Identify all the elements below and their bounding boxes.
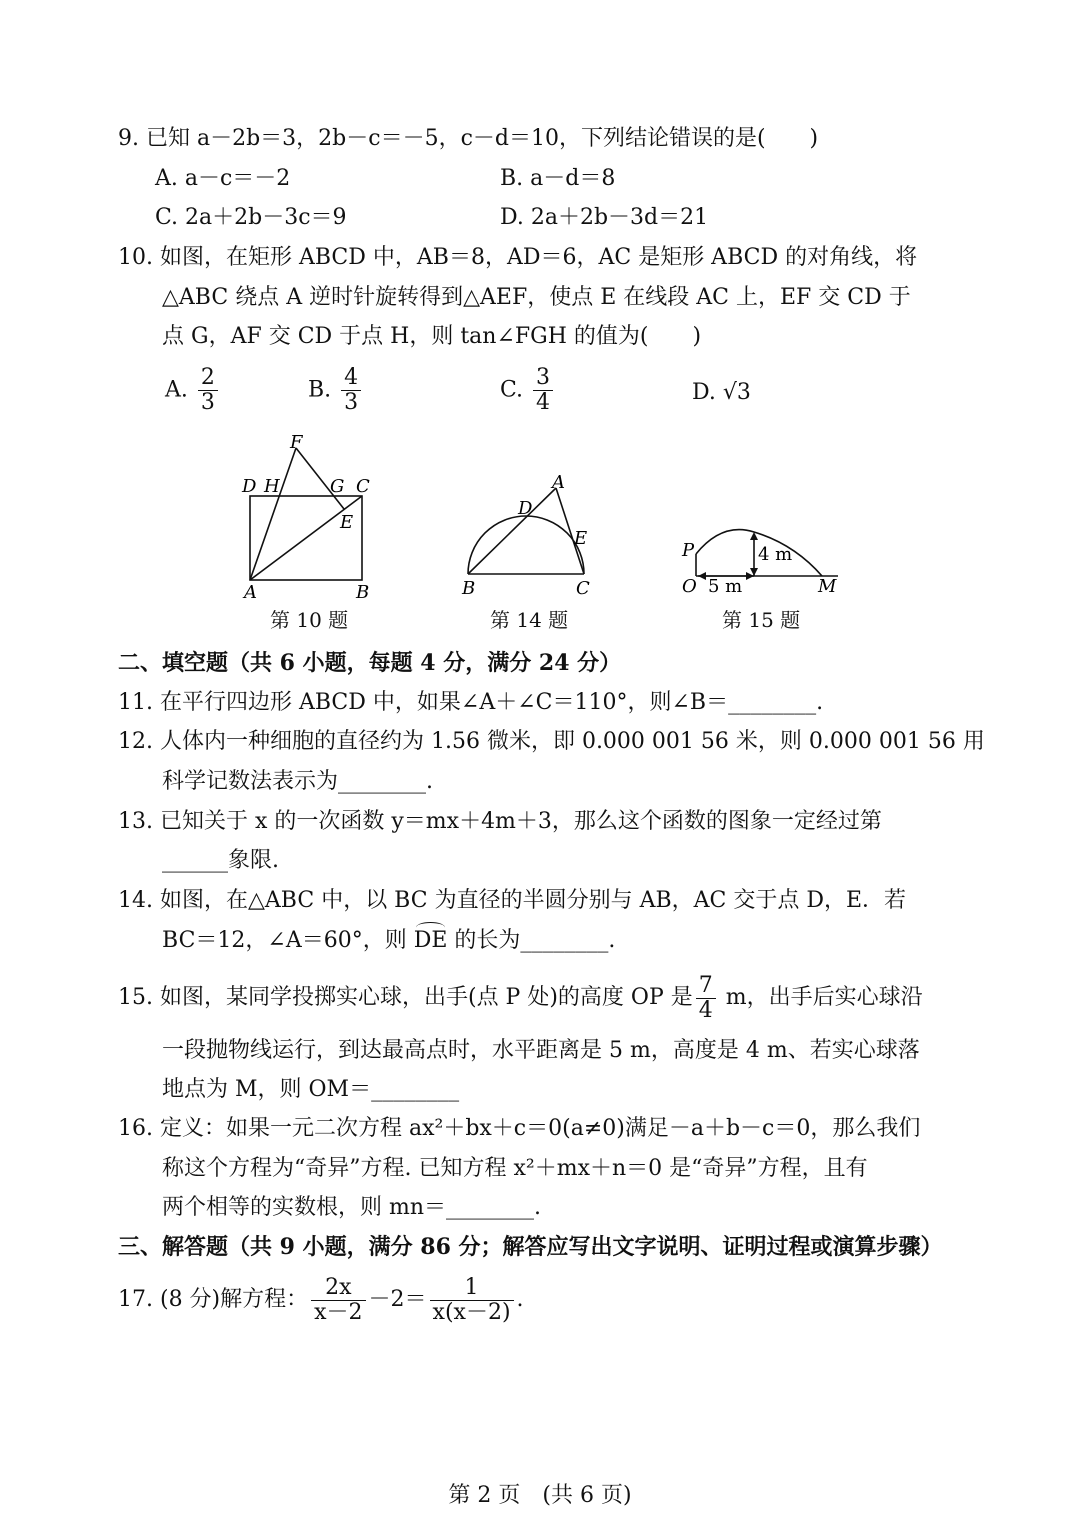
fig15-label-distance: 5 m bbox=[708, 576, 743, 597]
q10-line1: 10. 如图，在矩形 ABCD 中，AB＝8，AD＝6，AC 是矩形 ABCD 的对角线，将 bbox=[118, 245, 918, 270]
q17-prefix: 17. (8 分)解方程： bbox=[118, 1287, 309, 1312]
fig14-label-c: C bbox=[576, 578, 590, 599]
q14-text-part1: BC＝12，∠A＝60°，则 bbox=[162, 928, 414, 953]
fig10-label-a: A bbox=[244, 582, 257, 602]
fig15-label-m: M bbox=[818, 576, 837, 597]
q15-line2: 一段抛物线运行，到达最高点时，水平距离是 5 m，高度是 4 m、若实心球落 bbox=[162, 1038, 920, 1063]
fraction bbox=[533, 366, 553, 415]
q9-option-b: B. a－d＝8 bbox=[500, 166, 616, 191]
page-footer: 第 2 页 (共 6 页) bbox=[448, 1483, 632, 1508]
q15-text-part2: m，出手后实心球沿 bbox=[718, 985, 923, 1010]
q9-stem: 9. 已知 a－2b＝3，2b－c＝－5，c－d＝10，下列结论错误的是( ) bbox=[118, 126, 819, 151]
option-label: D. bbox=[692, 380, 716, 405]
q13-line2: ______象限. bbox=[162, 848, 279, 873]
fraction bbox=[696, 974, 716, 1023]
numerator: 7 bbox=[696, 974, 716, 999]
fig10-label-d: D bbox=[242, 476, 257, 497]
q14-line2 bbox=[162, 926, 615, 956]
numerator: 4 bbox=[341, 366, 361, 391]
denominator: 4 bbox=[698, 997, 713, 1023]
fig10-label-e: E bbox=[340, 512, 354, 533]
fig15-label-p: P bbox=[682, 540, 695, 561]
q10-line2: △ABC 绕点 A 逆时针旋转得到△AEF，使点 E 在线段 AC 上，EF 交 CD 于 bbox=[162, 285, 911, 310]
q10-option-c bbox=[500, 366, 556, 415]
section3-title: 三、解答题（共 9 小题，满分 86 分；解答应写出文字说明、证明过程或演算步骤） bbox=[118, 1234, 943, 1260]
fig14-label-e: E bbox=[574, 528, 588, 549]
figure-15 bbox=[676, 520, 846, 602]
fraction-1 bbox=[311, 1276, 365, 1325]
q14-line1: 14. 如图，在△ABC 中，以 BC 为直径的半圆分别与 AB，AC 交于点 D，E．若 bbox=[118, 888, 907, 913]
q16-line3: 两个相等的实数根，则 mn＝________. bbox=[162, 1195, 542, 1220]
fig15-label-height: 4 m bbox=[758, 544, 793, 565]
q17-suffix: . bbox=[516, 1287, 524, 1312]
q16-line1: 16. 定义：如果一元二次方程 ax²＋bx＋c＝0(a≠0)满足－a＋b－c＝0，那么我们 bbox=[118, 1116, 921, 1141]
q15-line1 bbox=[118, 970, 923, 1026]
numerator: 3 bbox=[533, 366, 553, 391]
fraction bbox=[198, 366, 218, 415]
q17-mid: －2＝ bbox=[368, 1287, 427, 1312]
q11-text: 11. 在平行四边形 ABCD 中，如果∠A＋∠C＝110°，则∠B＝________. bbox=[118, 690, 824, 715]
q9-option-c: C. 2a＋2b－3c＝9 bbox=[155, 205, 347, 230]
denominator: 3 bbox=[200, 390, 215, 415]
section2-title: 二、填空题（共 6 小题，每题 4 分，满分 24 分） bbox=[118, 650, 622, 676]
arc-de: DE bbox=[414, 926, 448, 956]
q10-line3: 点 G，AF 交 CD 于点 H，则 tan∠FGH 的值为( ) bbox=[162, 324, 702, 349]
denominator: 4 bbox=[536, 390, 551, 415]
fig14-label-a: A bbox=[552, 472, 565, 493]
figure-14 bbox=[456, 466, 596, 602]
q16-line2: 称这个方程为“奇异”方程. 已知方程 x²＋mx＋n＝0 是“奇异”方程，且有 bbox=[162, 1156, 868, 1181]
figure-10 bbox=[236, 432, 386, 602]
numerator: 2 bbox=[198, 366, 218, 391]
q15-line3: 地点为 M，则 OM＝________ bbox=[162, 1077, 460, 1102]
fig15-label-o: O bbox=[682, 576, 697, 597]
q14-text-part2: 的长为________. bbox=[447, 928, 616, 953]
q15-text-part1: 15. 如图，某同学投掷实心球，出手(点 P 处)的高度 OP 是 bbox=[118, 985, 693, 1010]
fig10-label-g: G bbox=[330, 476, 345, 497]
option-label: A. bbox=[165, 377, 188, 403]
q9-option-a: A. a－c＝－2 bbox=[155, 166, 291, 191]
fig10-label-f: F bbox=[290, 432, 303, 453]
q10-option-b bbox=[308, 366, 364, 415]
denominator: x－2 bbox=[314, 1299, 363, 1325]
fraction-2 bbox=[430, 1276, 514, 1325]
q9-option-d: D. 2a＋2b－3d＝21 bbox=[500, 205, 709, 230]
q13-line1: 13. 已知关于 x 的一次函数 y＝mx＋4m＋3，那么这个函数的图象一定经过第 bbox=[118, 809, 882, 834]
fig10-label-h: H bbox=[264, 476, 280, 497]
fig10-label-c: C bbox=[356, 476, 370, 497]
q10-option-d bbox=[692, 378, 751, 408]
option-label: B. bbox=[308, 377, 332, 403]
fig14-label-b: B bbox=[462, 578, 476, 599]
fig14-caption: 第 14 题 bbox=[490, 608, 569, 632]
q12-line2: 科学记数法表示为________. bbox=[162, 769, 433, 794]
fraction bbox=[341, 366, 361, 415]
sqrt-value: √3 bbox=[722, 380, 751, 405]
q17-equation bbox=[118, 1272, 524, 1328]
fig10-caption: 第 10 题 bbox=[270, 608, 349, 632]
q10-option-a bbox=[165, 366, 221, 415]
numerator: 1 bbox=[430, 1276, 514, 1301]
option-label: C. bbox=[500, 377, 524, 403]
fig15-caption: 第 15 题 bbox=[722, 608, 801, 632]
denominator: 3 bbox=[344, 390, 359, 415]
numerator: 2x bbox=[311, 1276, 365, 1301]
fig14-label-d: D bbox=[518, 498, 533, 519]
denominator: x(x－2) bbox=[432, 1299, 511, 1325]
q12-line1: 12. 人体内一种细胞的直径约为 1.56 微米，即 0.000 001 56 米，则 0.000 001 56 用 bbox=[118, 729, 985, 754]
fig10-label-b: B bbox=[356, 582, 370, 602]
